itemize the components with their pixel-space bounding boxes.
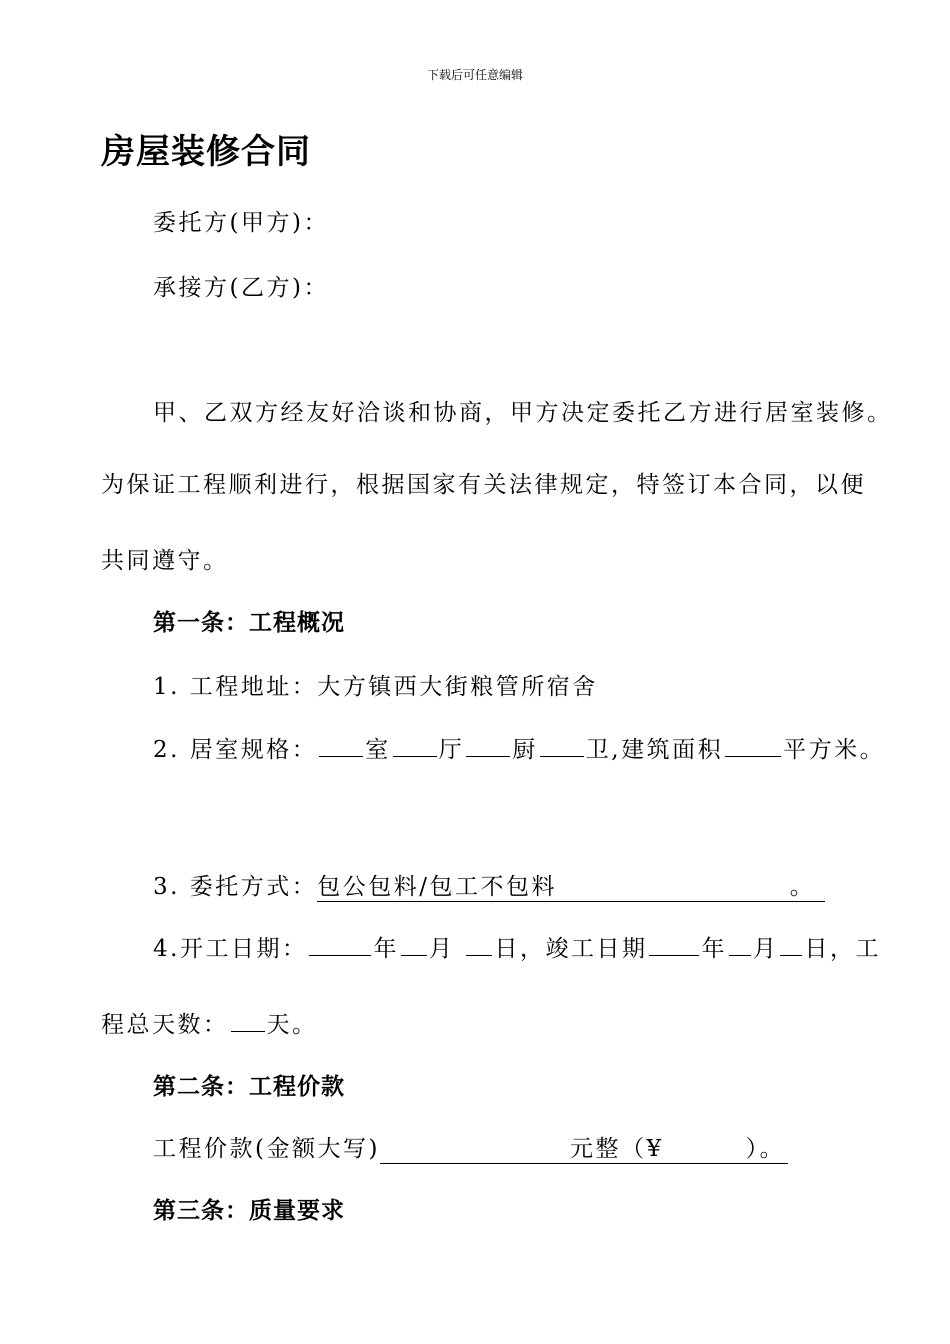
intro-line-3: 共同遵守。 bbox=[101, 548, 229, 574]
end-day-blank[interactable] bbox=[780, 935, 802, 956]
party-b-line: 承接方(乙方)： bbox=[153, 275, 329, 301]
price-line bbox=[153, 1130, 788, 1164]
start-year-blank[interactable] bbox=[309, 935, 371, 956]
article-3-heading: 第三条：质量要求 bbox=[153, 1198, 345, 1224]
document-title: 房屋装修合同 bbox=[101, 132, 311, 172]
end-month-blank[interactable] bbox=[729, 935, 751, 956]
contract-mode-value: 包公包料/包工不包料 bbox=[317, 874, 558, 900]
contract-mode-prefix: 3. 委托方式： bbox=[153, 874, 318, 900]
intro-line-2: 为保证工程顺利进行，根据国家有关法律规定，特签订本合同，以便 bbox=[101, 472, 866, 498]
start-month-blank[interactable] bbox=[401, 935, 427, 956]
start-month-label: 月 bbox=[428, 936, 455, 962]
end-month-label: 月 bbox=[752, 936, 779, 962]
start-date-prefix: 4.开工日期： bbox=[153, 936, 308, 962]
price-prefix: 工程价款(金额大写) bbox=[153, 1136, 380, 1162]
total-days-prefix: 程总天数： bbox=[101, 1012, 229, 1038]
kitchen-count-blank[interactable] bbox=[466, 736, 510, 757]
room-label: 室 bbox=[365, 737, 391, 763]
hall-label: 厅 bbox=[438, 737, 465, 763]
party-a-line: 委托方(甲方)： bbox=[153, 210, 329, 236]
header-note: 下载后可任意编辑 bbox=[426, 68, 523, 82]
price-field[interactable] bbox=[380, 1130, 788, 1164]
contract-mode-end: 。 bbox=[789, 874, 816, 900]
start-year-label: 年 bbox=[373, 936, 399, 962]
contract-mode-field[interactable] bbox=[317, 868, 825, 902]
article-2-heading: 第二条：工程价款 bbox=[153, 1074, 345, 1100]
total-days-line bbox=[101, 1006, 318, 1039]
article-1-heading: 第一条：工程概况 bbox=[153, 610, 345, 636]
contract-mode-line bbox=[153, 868, 825, 902]
kitchen-label: 厨 bbox=[512, 737, 538, 763]
start-day-end-label: 日，竣工日期 bbox=[494, 936, 648, 962]
area-unit: 平方米。 bbox=[783, 737, 886, 763]
start-day-blank[interactable] bbox=[466, 935, 492, 956]
total-days-blank[interactable] bbox=[231, 1011, 265, 1032]
room-spec-line bbox=[153, 731, 885, 764]
bath-count-blank[interactable] bbox=[540, 736, 584, 757]
dates-line bbox=[153, 930, 881, 963]
price-unit: 元整（¥ bbox=[569, 1136, 664, 1162]
end-day-label: 日，工 bbox=[804, 936, 881, 962]
area-blank[interactable] bbox=[725, 736, 781, 757]
price-end: ）。 bbox=[745, 1136, 786, 1162]
project-address-line: 1. 工程地址：大方镇西大街粮管所宿舍 bbox=[153, 674, 598, 700]
end-year-blank[interactable] bbox=[649, 935, 699, 956]
total-days-unit: 天。 bbox=[266, 1012, 318, 1038]
intro-line-1: 甲、乙双方经友好洽谈和协商，甲方决定委托乙方进行居室装修。 bbox=[153, 400, 893, 426]
room-spec-prefix: 2. 居室规格： bbox=[153, 737, 318, 763]
end-year-label: 年 bbox=[701, 936, 727, 962]
hall-count-blank[interactable] bbox=[393, 736, 437, 757]
bath-area-label: 卫,建筑面积 bbox=[585, 737, 724, 763]
room-count-blank[interactable] bbox=[319, 736, 363, 757]
